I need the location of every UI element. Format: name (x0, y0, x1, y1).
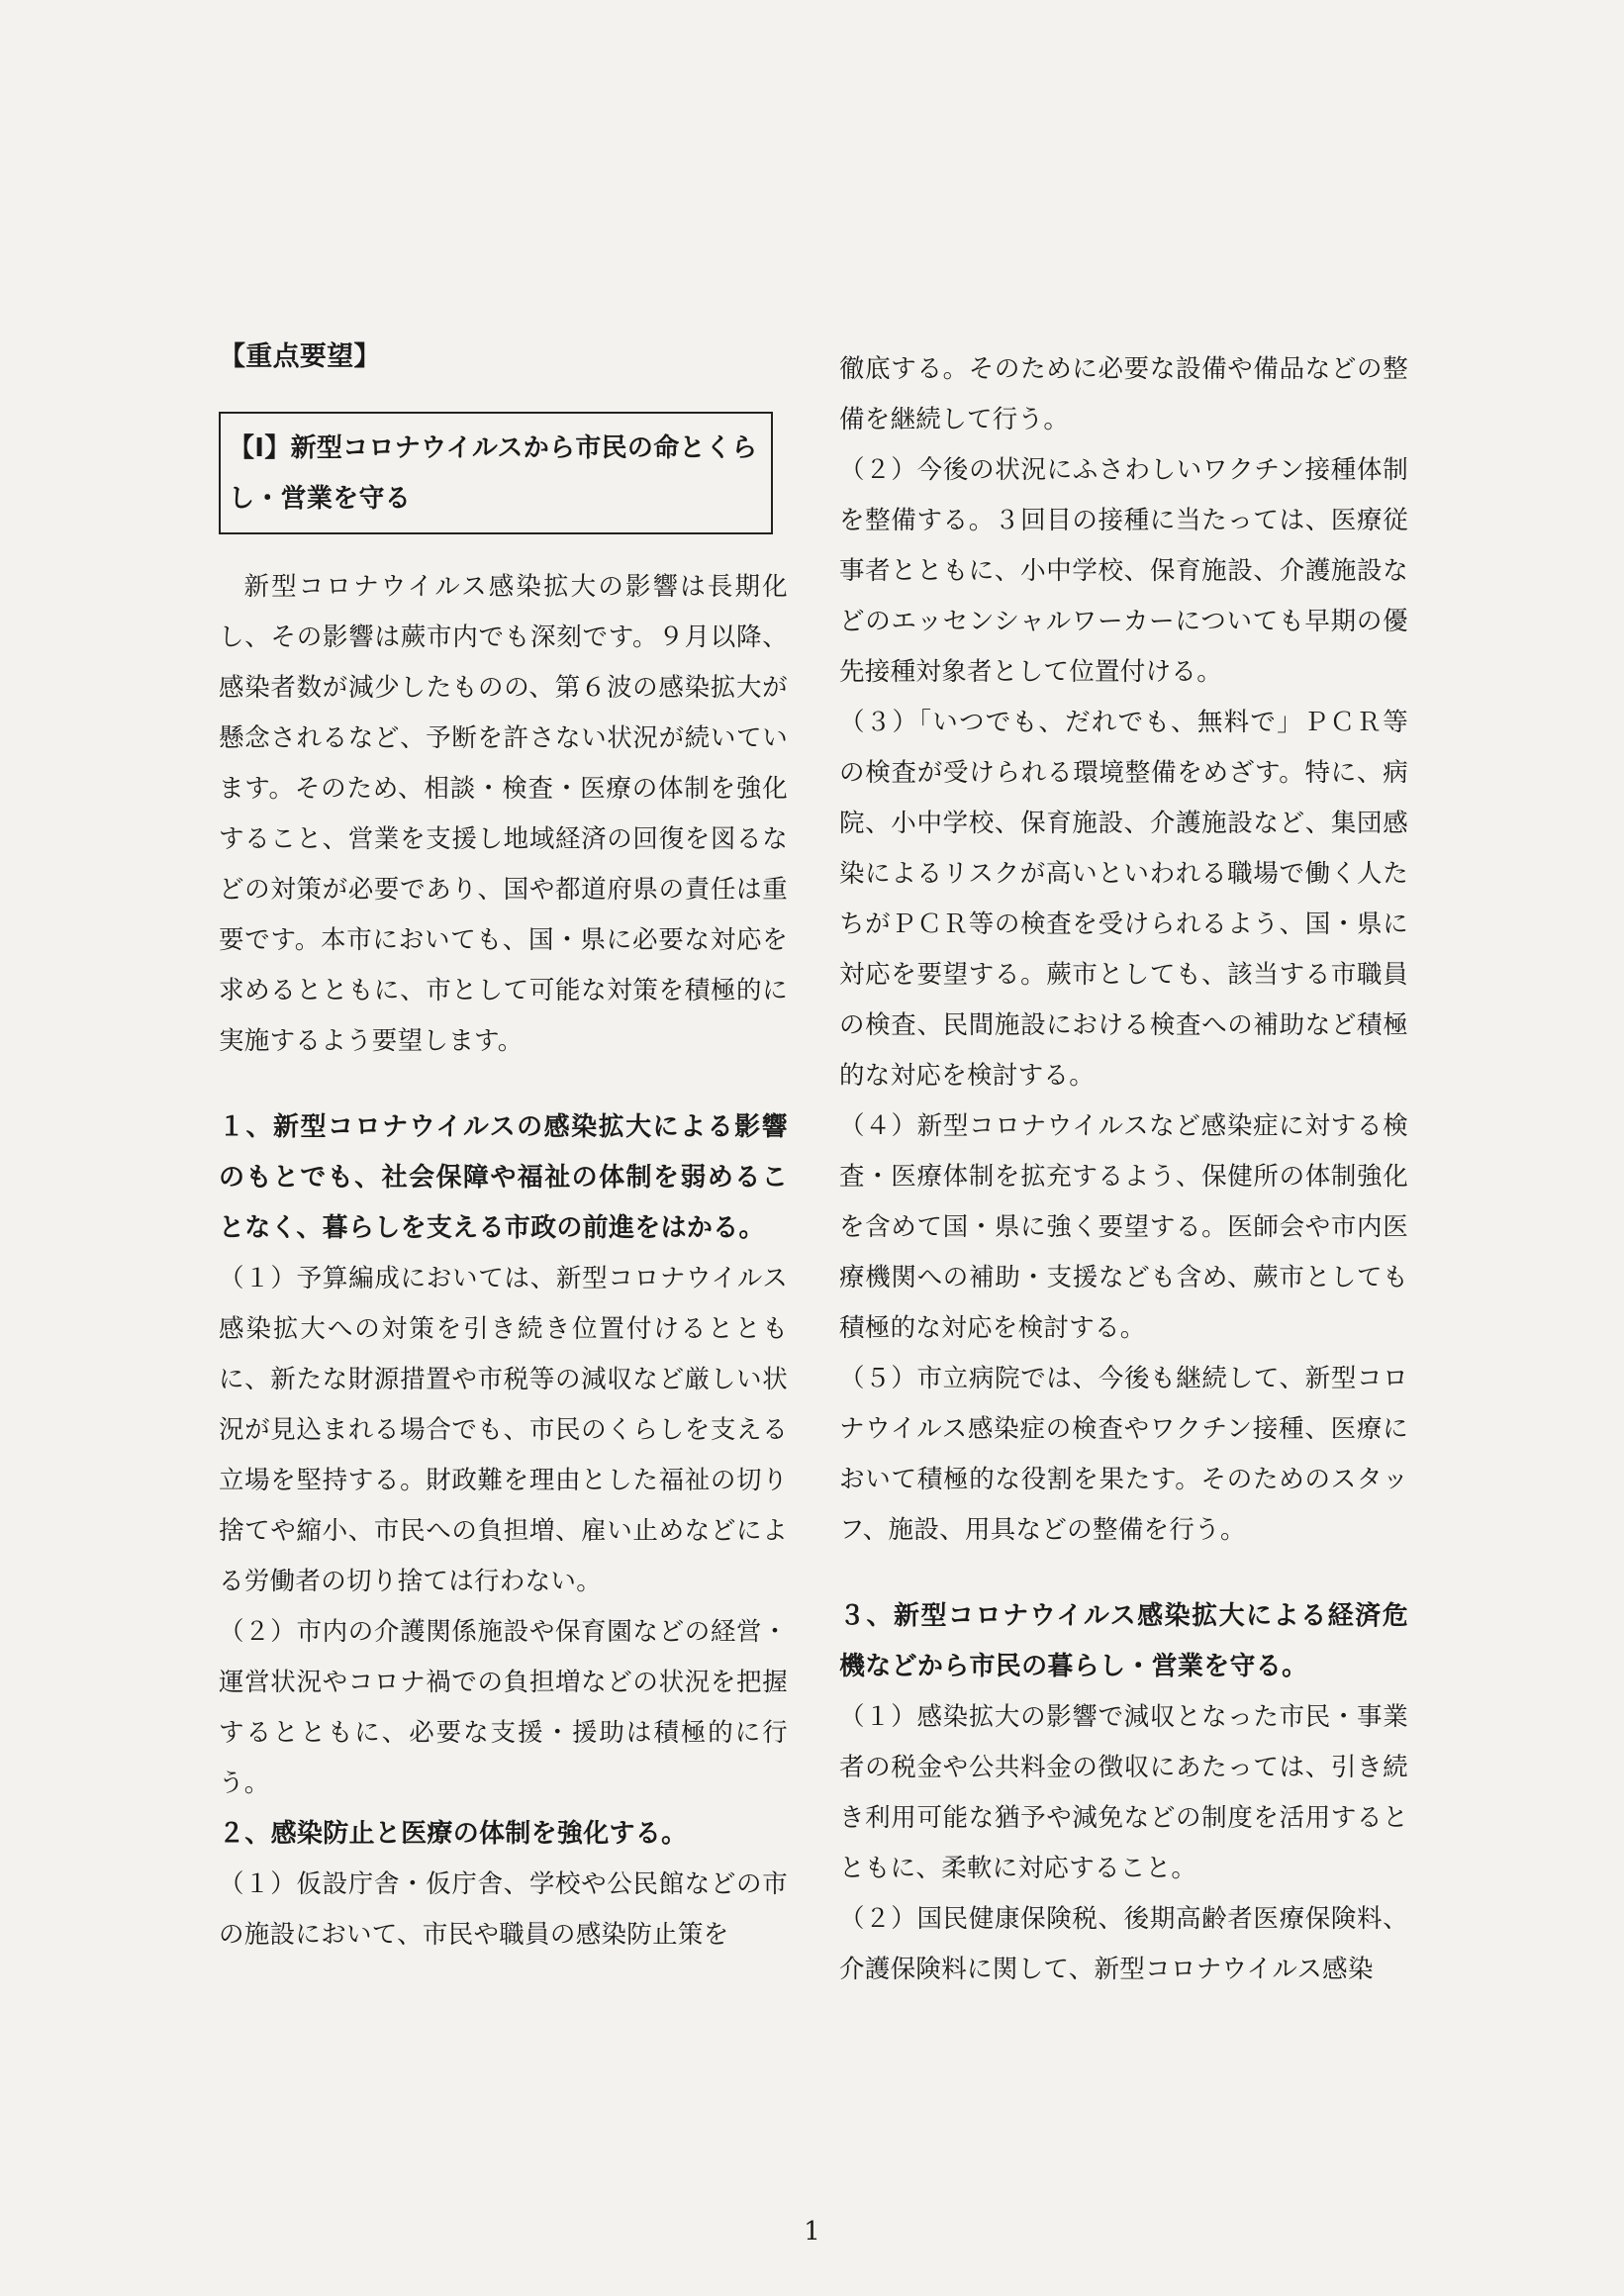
heading-3-item-1: （１）感染拡大の影響で減収となった市民・事業者の税金や公共料金の徴収にあたっては、引き続き利用可能な猶予や減免などの制度を活用するとともに、柔軟に対応すること。 (839, 1702, 1408, 1883)
intro-paragraph: 新型コロナウイルス感染拡大の影響は長期化し、その影響は蕨市内でも深刻です。９月以降、感染者数が減少したものの、第６波の感染拡大が懸念されるなど、予断を許さない状況が続いています。そのため、相談・検査・医療の体制を強化すること、営業を支援し地域経済の回復を図るなどの対策が必要であり、国や都道府県の責任は重要です。本市においても、国・県に必要な対応を求めるとともに、市として可能な対策を積極的に実施するよう要望します。 (219, 572, 788, 1056)
heading-1-item-2: （２）市内の介護関係施設や保育園などの経営・運営状況やコロナ禍での負担増などの状況を把握するとともに、必要な支援・援助は積極的に行う。 (219, 1617, 788, 1798)
left-column (219, 332, 788, 1961)
heading-1: １、新型コロナウイルスの感染拡大による影響のもとでも、社会保障や福祉の体制を弱めることなく、暮らしを支える市政の前進をはかる。 (219, 1112, 788, 1243)
heading-1-item-1: （１）予算編成においては、新型コロナウイルス感染拡大への対策を引き続き位置付けるとともに、新たな財源措置や市税等の減収など厳しい状況が見込まれる場合でも、市民のくらしを支える立場を堅持する。財政難を理由とした福祉の切り捨てや縮小、市民への負担増、雇い止めなどによる労働者の切り捨ては行わない。 (219, 1264, 788, 1596)
right-column (839, 344, 1408, 1995)
heading-2-item-5: （５）市立病院では、今後も継続して、新型コロナウイルス感染症の検査やワクチン接種、医療において積極的な役割を果たす。そのためのスタッフ、施設、用具などの整備を行う。 (839, 1364, 1408, 1545)
heading-2-item-1: （１）仮設庁舎・仮庁舎、学校や公民館などの市の施設において、市民や職員の感染防止策を (219, 1869, 788, 1950)
heading-2-item-4: （４）新型コロナウイルスなど感染症に対する検査・医療体制を拡充するよう、保健所の体制強化を含めて国・県に強く要望する。医師会や市内医療機関への補助・支援なども含め、蕨市としても積極的な対応を検討する。 (839, 1111, 1408, 1343)
heading-2-item-1-continued: 徹底する。そのために必要な設備や備品などの整備を継続して行う。 (839, 354, 1408, 434)
page-number: 1 (804, 2217, 820, 2247)
heading-3: ３、新型コロナウイルス感染拡大による経済危機などから市民の暮らし・営業を守る。 (839, 1601, 1408, 1681)
section-label: 【重点要望】 (219, 341, 381, 372)
heading-3-item-2: （２）国民健康保険税、後期高齢者医療保険料、介護保険料に関して、新型コロナウイルス感染 (839, 1904, 1408, 1984)
heading-2-item-3: （３）「いつでも、だれでも、無料で」ＰＣＲ等の検査が受けられる環境整備をめざす。特に、病院、小中学校、保育施設、介護施設など、集団感染によるリスクが高いといわれる職場で働く人たちがＰＣＲ等の検査を受けられるよう、国・県に対応を要望する。蕨市としても、該当する市職員の検査、民間施設における検査への補助など積極的な対応を検討する。 (839, 708, 1408, 1091)
boxed-title: 【Ⅰ】新型コロナウイルスから市民の命とくらし・営業を守る (219, 412, 773, 534)
heading-2: ２、感染防止と医療の体制を強化する。 (219, 1819, 688, 1849)
heading-2-item-2: （２）今後の状況にふさわしいワクチン接種体制を整備する。３回目の接種に当たっては、医療従事者とともに、小中学校、保育施設、介護施設などのエッセンシャルワーカーについても早期の優先接種対象者として位置付ける。 (839, 455, 1408, 687)
